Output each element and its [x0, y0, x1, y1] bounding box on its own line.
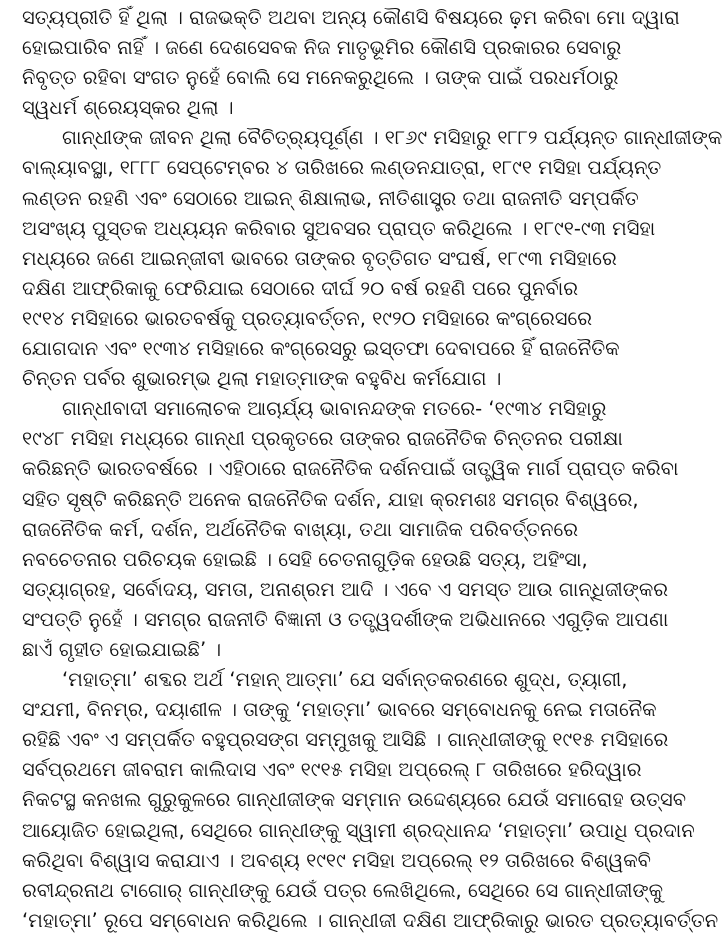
text-line: ଛାଏଁ ଗୃହୀତ ହୋଇଯାଇଛି’ ।: [22, 637, 222, 661]
text-line: ସତ୍ୟାଗ୍ରହ, ସର୍ବୋଦୟ, ସମତା, ଅନାଶ୍ରମ ଆଦି । ଏବେ ଏ ସମସ୍ତ ଆଉ ଗାନ୍ଧିଜୀଙ୍କର: [22, 577, 669, 601]
paragraph-continuation: [22, 3, 680, 123]
text-line: କରିଥିବା ବିଶ୍ୱାସ କରାଯାଏ । ଅବଶ୍ୟ ୧୯୧୯ ମସିହା ଅପ୍ରେଲ୍ ୧୨ ତାରିଖରେ ବିଶ୍ୱକବି: [22, 848, 651, 872]
text-line: ୧୯୪୮ ମସିହା ମଧ୍ୟରେ ଗାନ୍ଧୀ ପ୍ରକୃତରେ ତାଙ୍କର ରାଜନୈତିକ ଚିନ୍ତନର ପରୀକ୍ଷା: [22, 427, 623, 451]
text-line: ରହିଛି ଏବଂ ଏ ସମ୍ପର୍କିତ ବହୁପ୍ରସଙ୍ଗ ସମ୍ମୁଖକୁ ଆସିଛି । ଗାନ୍ଧୀଜୀଙ୍କୁ ୧୯୧୫ ମସିହାରେ: [22, 728, 669, 752]
paragraph-gandhi-life: [22, 123, 722, 394]
text-line: ସଂଯମୀ, ବିନମ୍ର, ଦୟାଶୀଳ । ତାଙ୍କୁ ‘ମହାତ୍ମା’ ଭାବରେ ସମ୍ବୋଧନକୁ ନେଇ ମତାନୈକ: [22, 698, 657, 722]
paragraph-critic-opinion: [22, 394, 679, 665]
text-line: ଗାନ୍ଧୀବାଦୀ ସମାଲୋଚକ ଆଚାର୍ଯ୍ୟ ଭାବାନନ୍ଦଙ୍କ ମତରେ- ‘୧୯୩୪ ମସିହାରୁ: [62, 397, 607, 421]
text-line: ନିକଟସ୍ଥ କନଖଲ ଗୁରୁକୁଳରେ ଗାନ୍ଧୀଜୀଙ୍କ ସମ୍ମାନ ଉଦ୍ଦେଶ୍ୟରେ ଯେଉଁ ସମାରୋହ ଉତ୍ସବ: [22, 788, 687, 812]
text-line: ନବଚେତନାର ପରିଚୟକ ହୋଇଛି । ସେହି ଚେତନାଗୁଡ଼ିକ ହେଉଛି ସତ୍ୟ, ଅହିଂସା,: [22, 547, 588, 571]
text-line: ‘ମହାତ୍ମା’ ଶବ୍ଦର ଅର୍ଥ ‘ମହାନ୍ ଆତ୍ମା’ ଯେ ସର୍ବାନ୍ତକରଣରେ ଶୁଦ୍ଧ, ତ୍ୟାଗୀ,: [62, 668, 628, 692]
text-line: କରିଛନ୍ତି ଭାରତବର୍ଷରେ । ଏହିଠାରେ ରାଜନୈତିକ ଦର୍ଶନପାଇଁ ତାତ୍ତ୍ୱିକ ମାର୍ଗ ପ୍ରାପ୍ତ କରିବା: [22, 457, 679, 481]
text-line: ଚିନ୍ତନ ପର୍ବର ଶୁଭାରମ୍ଭ ଥିଲା ମହାତ୍ମାଙ୍କ ବହୁବିଧ କର୍ମଯୋଗ ।: [22, 367, 502, 391]
text-line: ଆୟୋଜିତ ହୋଇଥିଲା, ସେଥିରେ ଗାନ୍ଧୀଙ୍କୁ ସ୍ୱାମୀ ଶ୍ରଦ୍ଧାନନ୍ଦ ‘ମହାତ୍ମା’ ଉପାଧି ପ୍ରଦାନ: [22, 818, 695, 842]
text-line: ସର୍ବପ୍ରଥମେ ଜୀବରାମ କାଲିଦାସ ଏବଂ ୧୯୧୫ ମସିହା ଅପ୍ରେଲ୍ ୮ ତାରିଖରେ ହରିଦ୍ୱାର: [22, 758, 642, 782]
text-line: ସଂପତ୍ତି ନୁହେଁ । ସମଗ୍ର ରାଜନୀତି ବିଜ୍ଞାନୀ ଓ ତତ୍ତ୍ୱଦର୍ଶୀଙ୍କ ଅଭିଧାନରେ ଏଗୁଡ଼ିକ ଆପଣା: [22, 607, 669, 631]
text-line: ରବୀନ୍ଦ୍ରନାଥ ଟାଗୋର୍ ଗାନ୍ଧୀଙ୍କୁ ଯେଉଁ ପତ୍ର ଲେଖିଥିଲେ, ସେଥିରେ ସେ ଗାନ୍ଧୀଜୀଙ୍କୁ: [22, 878, 664, 902]
text-line: ନିବୃତ୍ତ ରହିବା ସଂଗତ ନୁହେଁ ବୋଲି ସେ ମନେକରୁଥିଲେ । ତାଙ୍କ ପାଇଁ ପରଧର୍ମଠାରୁ: [22, 66, 619, 90]
text-line: ମଧ୍ୟରେ ଜଣେ ଆଇନ୍‌ଜୀବୀ ଭାବରେ ତାଙ୍କର ବୃତ୍ତିଗତ ସଂଘର୍ଷ, ୧୮୯୩ ମସିହାରେ: [22, 246, 617, 270]
text-line: ସତ୍ୟପ୍ରୀତି ହିଁ ଥିଲା । ରାଜଭକ୍ତି ଅଥବା ଅନ୍ୟ କୌଣସି ବିଷୟରେ ଢ଼ମ କରିବା ମୋ ଦ୍ୱାରା: [22, 6, 680, 29]
text-line: ଯୋଗଦାନ ଏବଂ ୧୯୩୪ ମସିହାରେ କଂଗ୍ରେସରୁ ଇସ୍ତଫା ଦେବାପରେ ହିଁ ରାଜନୈତିକ: [22, 337, 620, 361]
text-line: ଅସଂଖ୍ୟ ପୁସ୍ତକ ଅଧ୍ୟୟନ କରିବାର ସୁଅବସର ପ୍ରାପ୍ତ କରିଥିଲେ । ୧୮୯୧-୯୩ ମସିହା: [22, 216, 656, 240]
text-line: ଦକ୍ଷିଣ ଆଫ୍ରିକାକୁ ଫେରିଯାଇ ସେଠାରେ ଦୀର୍ଘ ୨୦ ବର୍ଷ ରହଣି ପରେ ପୁନର୍ବାର: [22, 276, 578, 300]
text-line: ସହିତ ସୃଷ୍ଟି କରିଛନ୍ତି ଅନେକ ରାଜନୈତିକ ଦର୍ଶନ, ଯାହା କ୍ରମଶଃ ସମଗ୍ର ବିଶ୍ୱରେ,: [22, 487, 639, 511]
text-line: ବାଲ୍ୟାବସ୍ଥା, ୧୮୮୮ ସେପ୍ଟେମ୍ବର ୪ ତାରିଖରେ ଲଣ୍ଡନଯାତ୍ରା, ୧୮୯୧ ମସିହା ପର୍ଯ୍ୟନ୍ତ: [22, 156, 662, 180]
text-line: ରାଜନୈତିକ କର୍ମ, ଦର୍ଶନ, ଅର୍ଥନୈତିକ ବାଖ୍ୟା, ତଥା ସାମାଜିକ ପରିବର୍ତ୍ତନରେ: [22, 517, 578, 541]
text-line: ଗାନ୍ଧୀଙ୍କ ଜୀବନ ଥିଲା ବୈଚିତ୍ର୍ୟପୂର୍ଣ୍ଣ । ୧୮୬୯ ମସିହାରୁ ୧୮୮୨ ପର୍ଯ୍ୟନ୍ତ ଗାନ୍ଧୀଜୀଙ୍କ: [62, 126, 722, 150]
paragraph-mahatma-title: [22, 665, 719, 936]
text-line: ହୋଇପାରିବ ନାହିଁ । ଜଣେ ଦେଶସେବକ ନିଜ ମାତୃଭୂମିର କୌଣସି ପ୍ରକାରର ସେବାରୁ: [22, 36, 622, 60]
text-line: ୧୯୧୪ ମସିହାରେ ଭାରତବର୍ଷକୁ ପ୍ରତ୍ୟାବର୍ତ୍ତନ, ୧୯୨୦ ମସିହାରେ କଂଗ୍ରେସରେ: [22, 306, 593, 330]
text-line: ଲଣ୍ଡନ ରହଣି ଏବଂ ସେଠାରେ ଆଇନ୍ ଶିକ୍ଷାଲାଭ, ନୀତିଶାସ୍ତ୍ର ତଥା ରାଜନୀତି ସମ୍ପର୍କିତ: [22, 186, 639, 210]
text-line: ସ୍ୱଧର୍ମ ଶ୍ରେୟସ୍କର ଥିଲା ।: [22, 96, 234, 120]
text-line: ‘ମହାତ୍ମା’ ରୂପେ ସମ୍ବୋଧନ କରିଥିଲେ । ଗାନ୍ଧୀଜୀ ଦକ୍ଷିଣ ଆଫ୍ରିକାରୁ ଭାରତ ପ୍ରତ୍ୟାବର୍ତ୍ତନ: [22, 908, 719, 932]
